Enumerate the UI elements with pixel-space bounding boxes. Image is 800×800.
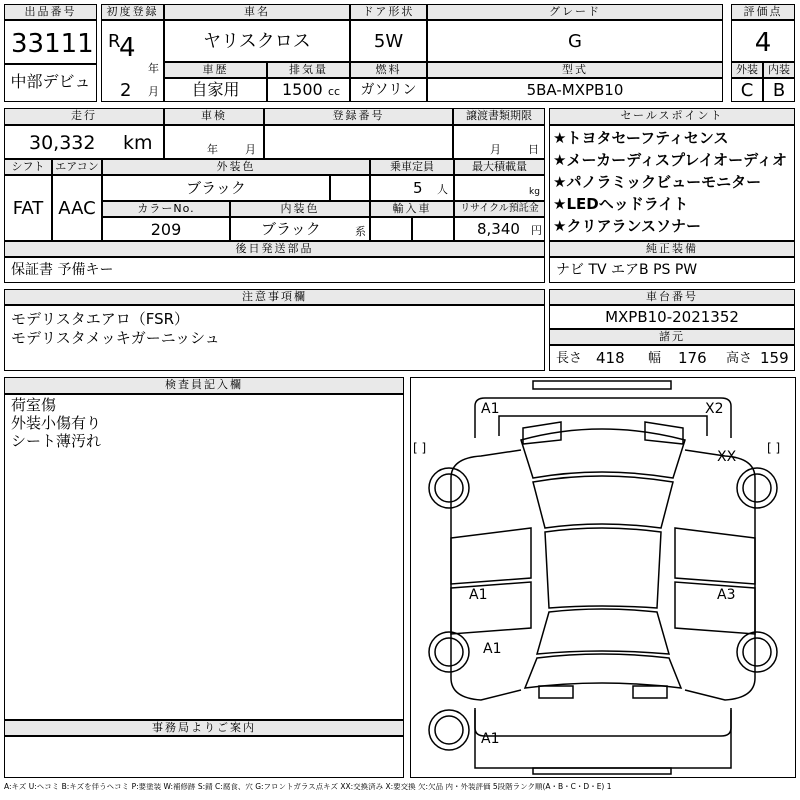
lot-no-cell — [4, 20, 97, 64]
inspection-cell — [164, 125, 264, 159]
ac-header: エアコン — [52, 159, 102, 175]
legend: A:キズ U:ヘコミ B:キズを伴うヘコミ P:要塗装 W:補修跡 S:錆 C:腐食、穴 G:フロントガラス点キズ XX:交換済み X:要交換 欠:欠品 内・外装評価 5段階ランク順(A・B・C・D・E) 1 — [4, 783, 612, 791]
office-box — [4, 736, 404, 778]
dimensions-header: 諸元 — [549, 329, 795, 345]
left-front-door — [451, 528, 531, 584]
car-name-header: 車名 — [164, 4, 350, 20]
ac: AAC — [58, 198, 96, 219]
height-label: 高さ — [726, 351, 753, 366]
windshield — [533, 476, 673, 528]
inspector-note: シート薄汚れ — [11, 432, 102, 450]
left-rear-fender — [451, 678, 521, 700]
damage-mark-a1-front: A1 — [481, 401, 500, 417]
lot-no: 33111 — [11, 29, 94, 59]
max-load-header: 最大積載量 — [454, 159, 545, 175]
front-bumper — [475, 398, 731, 438]
load-unit: kg — [529, 187, 540, 197]
note-line: モデリスタエアロ（FSR） — [11, 310, 190, 328]
notes-box — [4, 305, 545, 371]
wheel-rear-left-inner — [435, 638, 463, 666]
width: 176 — [678, 349, 707, 367]
grade-cell — [427, 20, 723, 62]
ext-color-header: 外装色 — [102, 159, 370, 175]
left-taillight — [539, 686, 573, 698]
reg-no-header: 登録番号 — [264, 108, 453, 125]
import-cell-b — [412, 217, 454, 241]
door-cell — [350, 20, 427, 62]
rear-bumper-bottom — [533, 768, 671, 774]
sales-point: ★クリアランスソナー — [553, 217, 701, 235]
chassis-no: MXPB10-2021352 — [605, 308, 739, 326]
bracket-left: [ ] — [413, 441, 427, 455]
transfer-deadline-cell — [453, 125, 545, 159]
displacement: 1500 — [282, 80, 323, 99]
lot-no-header: 出品番号 — [4, 4, 97, 20]
bracket-right: [ ] — [767, 441, 781, 455]
fuel-cell — [350, 78, 427, 102]
chassis-no-header: 車台番号 — [549, 289, 795, 305]
damage-mark-a1-left: A1 — [469, 587, 488, 603]
width-label: 幅 — [648, 351, 662, 366]
length: 418 — [596, 349, 625, 367]
history-cell — [164, 78, 267, 102]
first-reg-cell — [101, 20, 164, 102]
door-type: 5W — [373, 31, 404, 52]
history-header: 車歴 — [164, 62, 267, 78]
model-code: 5BA-MXPB10 — [526, 81, 624, 99]
rear-window — [537, 609, 669, 654]
inspector-box — [4, 394, 404, 720]
ac-cell — [52, 175, 102, 241]
right-taillight — [633, 686, 667, 698]
right-rear-door — [675, 582, 755, 634]
later-parts-header: 後日発送部品 — [4, 241, 545, 257]
note-line: モデリスタメッキガーニッシュ — [11, 329, 220, 347]
notes-header: 注意事項欄 — [4, 289, 545, 305]
score-cell — [731, 20, 795, 62]
month-unit: 月 — [148, 85, 159, 98]
mileage-header: 走行 — [4, 108, 164, 125]
color-no-cell — [102, 217, 230, 241]
interior-header: 内装 — [763, 62, 795, 78]
inspection-month-unit: 月 — [245, 143, 256, 156]
damage-mark-a1-rear: A1 — [481, 731, 500, 747]
exterior-grade: C — [740, 80, 754, 101]
era: R — [108, 31, 121, 52]
grade: G — [568, 31, 582, 52]
reg-no-cell — [264, 125, 453, 159]
int-color: ブラック — [261, 220, 321, 238]
sales-point: ★パノラミックビューモニター — [553, 173, 762, 191]
color-no: 209 — [150, 220, 182, 239]
reg-month: 2 — [120, 80, 132, 101]
later-parts: 保証書 予備キー — [11, 262, 114, 278]
rear-bumper — [475, 708, 731, 736]
spare-wheel-inner — [435, 716, 463, 744]
recycle-header: リサイクル預託金 — [454, 201, 545, 217]
inspection-header: 車検 — [164, 108, 264, 125]
shift: FAT — [12, 198, 44, 219]
left-front-fender — [451, 450, 521, 478]
capacity-unit: 人 — [437, 183, 448, 196]
sales-points-header: セールスポイント — [549, 108, 795, 125]
int-color-suffix: 系 — [355, 225, 366, 238]
front-bumper-top — [533, 381, 671, 389]
displacement-unit: cc — [328, 85, 341, 98]
front-lip — [499, 416, 707, 436]
reg-year: 4 — [119, 33, 136, 63]
inspection-year-unit: 年 — [207, 143, 218, 156]
car-name: ヤリスクロス — [203, 31, 311, 52]
car-outline-svg — [411, 378, 795, 777]
sales-points-box — [549, 125, 795, 241]
chassis-no-cell — [549, 305, 795, 329]
left-rear-door — [451, 582, 531, 634]
venue: 中部デビュ — [10, 72, 91, 91]
color-no-header: カラーNo. — [102, 201, 230, 217]
sales-point: ★LEDヘッドライト — [553, 195, 689, 213]
sales-point: ★トヨタセーフティセンス — [553, 129, 729, 147]
deadline-day-unit: 日 — [528, 143, 539, 156]
ext-color-extra-cell — [330, 175, 370, 201]
int-color-cell — [230, 217, 370, 241]
hood — [521, 429, 685, 478]
recycle-cell — [454, 217, 545, 241]
capacity-cell — [370, 175, 454, 201]
office-header: 事務局よりご案内 — [4, 720, 404, 736]
ext-color-cell — [102, 175, 330, 201]
height: 159 — [760, 349, 789, 367]
dimensions-cell — [549, 345, 795, 371]
exterior-grade-cell — [731, 78, 763, 102]
fuel: ガソリン — [360, 82, 417, 98]
fuel-header: 燃料 — [350, 62, 427, 78]
exterior-header: 外装 — [731, 62, 763, 78]
interior-grade-cell — [763, 78, 795, 102]
mileage-unit: km — [123, 132, 153, 154]
venue-cell — [4, 64, 97, 102]
damage-diagram — [410, 377, 796, 778]
mileage: 30,332 — [29, 132, 96, 154]
capacity-header: 乗車定員 — [370, 159, 454, 175]
inspector-note: 荷室傷 — [11, 396, 57, 414]
first-reg-header: 初度登録 — [101, 4, 164, 20]
right-rear-fender — [685, 678, 755, 700]
interior-grade: B — [772, 80, 786, 101]
deadline-month-unit: 月 — [490, 143, 501, 156]
int-color-header: 内装色 — [230, 201, 370, 217]
model-code-cell — [427, 78, 723, 102]
model-code-header: 型式 — [427, 62, 723, 78]
equipment-cell — [549, 257, 795, 283]
import-cell-a — [370, 217, 412, 241]
later-parts-cell — [4, 257, 545, 283]
equipment-header: 純正装備 — [549, 241, 795, 257]
displacement-header: 排気量 — [267, 62, 350, 78]
recycle: 8,340 — [477, 220, 520, 238]
history: 自家用 — [191, 80, 240, 99]
damage-mark-a1-rear-left: A1 — [483, 641, 502, 657]
displacement-cell — [267, 78, 350, 102]
tailgate — [525, 654, 681, 688]
damage-mark-a3: A3 — [717, 587, 736, 603]
right-front-door — [675, 528, 755, 584]
shift-cell — [4, 175, 52, 241]
score: 4 — [754, 28, 772, 58]
wheel-rear-right-inner — [743, 638, 771, 666]
mileage-cell — [4, 125, 164, 159]
damage-mark-xx: XX — [717, 449, 737, 465]
import-header: 輸入車 — [370, 201, 454, 217]
damage-mark-x2: X2 — [705, 401, 724, 417]
transfer-deadline-header: 譲渡書類期限 — [453, 108, 545, 125]
recycle-unit: 円 — [531, 224, 542, 237]
max-load-cell — [454, 175, 545, 201]
sales-point: ★メーカーディスプレイオーディオ — [553, 151, 787, 169]
equipment: ナビ TV エアB PS PW — [556, 262, 698, 278]
inspector-header: 検査員記入欄 — [4, 377, 404, 394]
wheel-front-right-inner — [743, 474, 771, 502]
door-header: ドア形状 — [350, 4, 427, 20]
grade-header: グレード — [427, 4, 723, 20]
roof — [545, 528, 661, 608]
inspector-note: 外装小傷有り — [11, 414, 102, 432]
capacity: 5 — [413, 179, 423, 197]
length-label: 長さ — [556, 351, 583, 366]
year-unit: 年 — [148, 62, 159, 75]
ext-color: ブラック — [186, 179, 246, 197]
car-name-cell — [164, 20, 350, 62]
wheel-front-left-inner — [435, 474, 463, 502]
shift-header: シフト — [4, 159, 52, 175]
rear-section — [475, 710, 731, 768]
score-header: 評価点 — [731, 4, 795, 20]
